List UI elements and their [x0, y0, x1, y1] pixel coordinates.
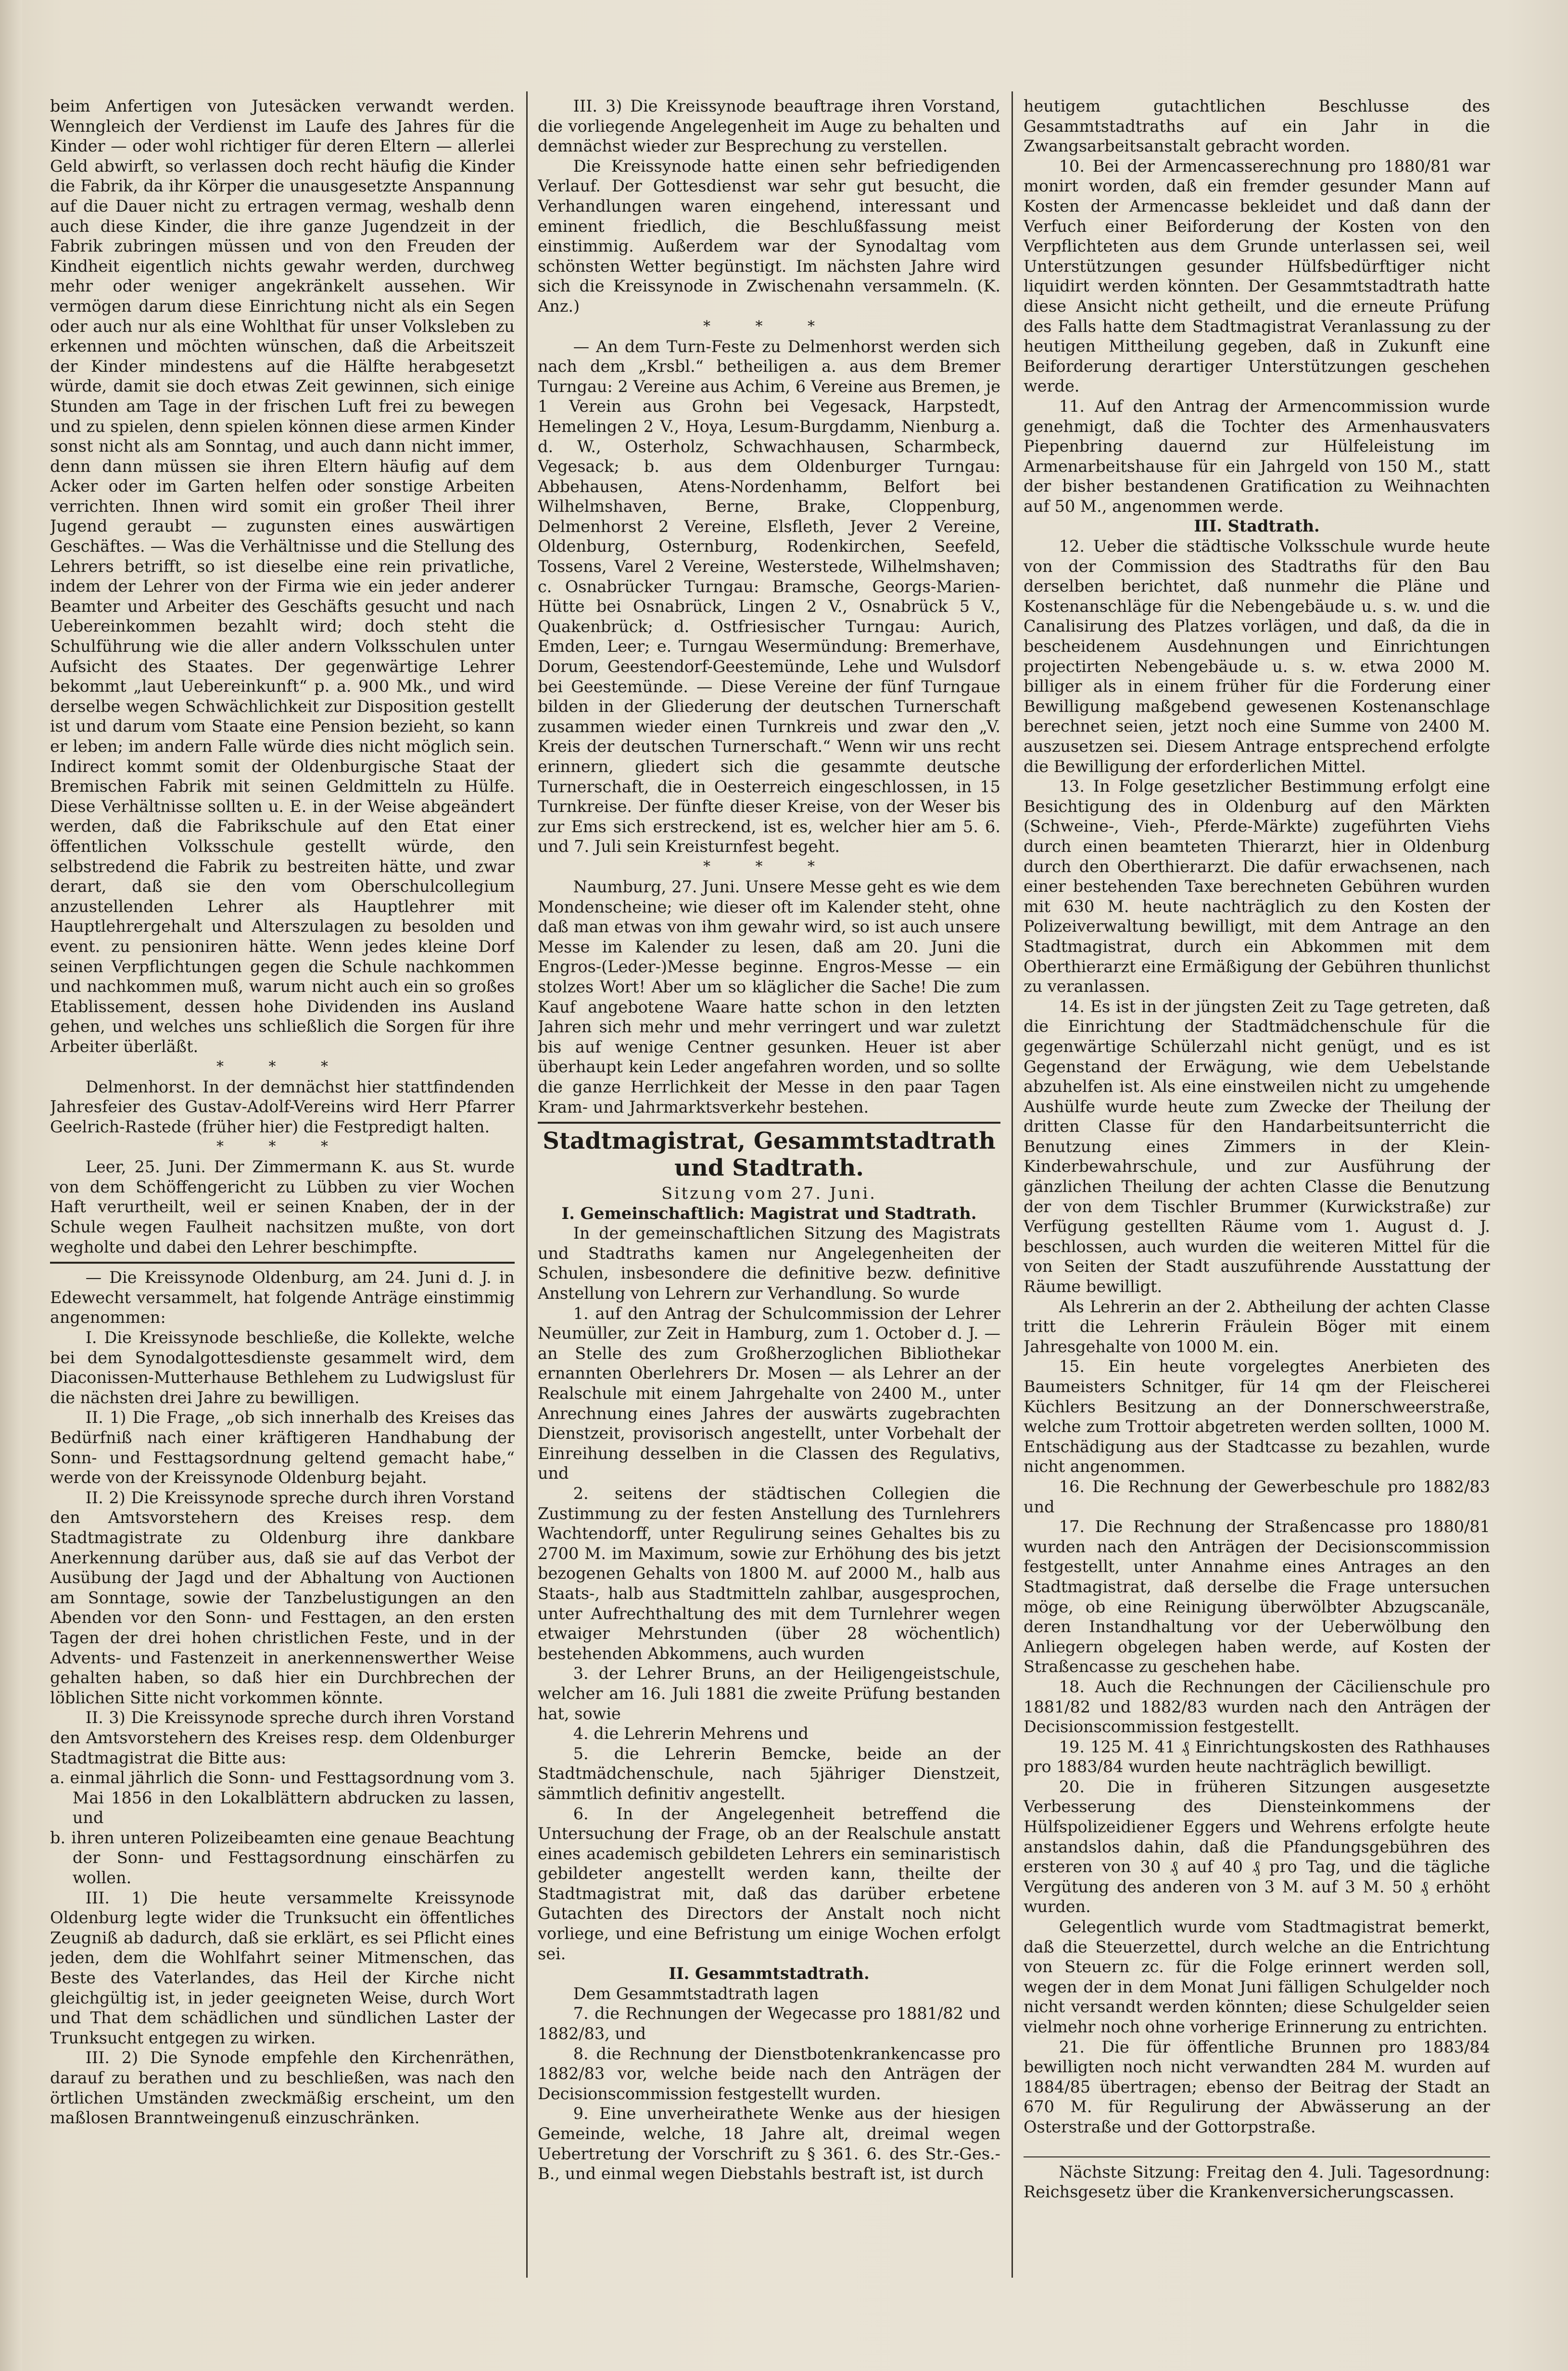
article-turnfest: — An dem Turn-Feste zu Delmenhorst werden sich nach dem „Krsbl.“ betheiligen a. aus dem Bremer Turngau: 2 Vereine aus Achim, 6 Vereine aus Bremen, je 1 Verein aus Grohn bei Vegesack, Harpstedt, Hemelingen 2 V., Hoya, Lesum-Burgdamm, Nienburg a. d. W., Osterholz, Schwachhausen, Scharmbeck, Vegesack; b. aus dem Oldenburger Turngau: Abbehausen, Atens-Nordenhamm, Belfort bei Wilhelmshaven, Berne, Brake, Cloppenburg, Delmenhorst 2 Vereine, Elsfleth, Jever 2 Vereine, Oldenburg, Osternburg, Rodenkirchen, Seefeld, Tossens, Varel 2 Vereine, Westerstede, Wilhelmshaven; c. Osnabrücker Turngau: Bramsche, Georgs-Marien-Hütte bei Osnabrück, Lingen 2 V., Osnabrück 5 V., Quakenbrück; d. Ostfriesischer Turngau: Aurich, Emden, Leer; e. Turngau Wesermündung: Bremerhave, Dorum, Geestendorf-Geestemünde, Lehe und Wulsdorf bei Geestemünde. — Diese Vereine der fünf Turngaue bilden in der Gliederung der deutschen Turnerschaft zusammen wieder einen Turnkreis und zwar den „V. Kreis der deutschen Turnerschaft.“ Wenn wir uns recht erinnern, gliedert sich die gesammte deutsche Turnerschaft, die in Oesterreich eingeschlossen, in 15 Turnkreise. Der fünfte dieser Kreise, von der Weser bis zur Ems sich erstreckend, ist es, welcher hier am 5. 6. und 7. Juli sein Kreisturnfest begeht.: [538, 337, 1000, 856]
column-rule-2: [1012, 91, 1013, 2278]
item-3: 3. der Lehrer Bruns, an der Heiligengeistschule, welcher am 16. Juli 1881 die zweite Prüfung bestanden hat, sowie: [538, 1664, 1000, 1723]
asterism: * * *: [703, 317, 835, 335]
asterism: * * *: [216, 1058, 349, 1075]
synode-antrag-1: I. Die Kreissynode beschließe, die Kollekte, welche bei dem Synodalgottesdienste gesammelt wird, dem Diaconissen-Mutterhause Bethlehem zu Ludwigslust für die nächsten drei Jahre zu bewilligen.: [50, 1328, 515, 1407]
column-2: [538, 96, 1000, 2280]
article-leer: Leer, 25. Juni. Der Zimmermann K. aus St. wurde von dem Schöffengericht zu Lübben zu vier Wochen Haft verurtheilt, weil er seinen Knaben, der in der Schule wegen Faulheit nachsitzen mußte, von dort wegholte und dabei den Lehrer beschimpfte.: [50, 1157, 515, 1256]
item-6: 6. In der Angelegenheit betreffend die Untersuchung der Frage, ob an der Realschule anstatt eines academisch gebildeten Lehrers ein seminaristisch gebildeter angestellt werden kann, theilte der Stadtmagistrat mit, daß das darüber erbetene Gutachten des Directors der Anstalt noch nicht vorliege, und eine Befristung um einige Wochen erfolgt sei.: [538, 1804, 1000, 1963]
item-21: 21. Die für öffentliche Brunnen pro 1883/84 bewilligten noch nicht verwandten 284 M. wurden auf 1884/85 übertragen; ebenso der Beitrag der Stadt an 670 M. für Regulirung der Abwässerung an der Osterstraße und der Gottorpstraße.: [1024, 2037, 1490, 2136]
article-kreissynode-intro: — Die Kreissynode Oldenburg, am 24. Juni d. J. in Edewecht versammelt, hat folgende Anträge einstimmig angenommen:: [50, 1268, 515, 1327]
item-9-cont: heutigem gutachtlichen Beschlusse des Gesammtstadtraths auf ein Jahr in die Zwangsarbeitsanstalt gebracht worden.: [1024, 97, 1490, 156]
item-20-note: Gelegentlich wurde vom Stadtmagistrat bemerkt, daß die Steuerzettel, durch welche an die Entrichtung von Steuern zc. für die Folge erinnert werden soll, wegen der in dem Monat Juni fälligen Schulgelder noch nicht versandt werden könnten; diese Schulgelder seien vielmehr noch ohne vorherige Erinnerung zu entrichten.: [1024, 1917, 1490, 2036]
item-20: 20. Die in früheren Sitzungen ausgesetzte Verbesserung des Diensteinkommens der Hülfspolizeidiener Eggers und Wehrens erfolgte heute anstandslos dahin, daß die Pfandungsgebühren des ersteren von 30 ₰ auf 40 ₰ pro Tag, und die tägliche Vergütung des anderen von 3 M. auf 3 M. 50 ₰ erhöht wurden.: [1024, 1777, 1490, 1916]
item-4: 4. die Lehrerin Mehrens und: [573, 1724, 809, 1743]
item-9: 9. Eine unverheirathete Wenke aus der hiesigen Gemeinde, welche, 18 Jahre alt, dreimal wegen Uebertretung der Vorschrift zu § 361. 6. des Str.-Ges.-B., und einmal wegen Diebstahls bestraft ist, ist durch: [538, 2104, 1000, 2183]
subsection-gemeinschaftlich: I. Gemeinschaftlich: Magistrat und Stadtrath.: [561, 1204, 977, 1223]
article-delmenhorst: Delmenhorst. In der demnächst hier stattfindenden Jahresfeier des Gustav-Adolf-Vereins wird Herr Pfarrer Geelrich-Rastede (früher hier) die Festpredigt halten.: [50, 1077, 515, 1136]
article-fabrikschule: beim Anfertigen von Jutesäcken verwandt werden. Wenngleich der Verdienst im Laufe des Jahres für die Kinder — oder wohl richtiger für deren Eltern — allerlei Geld abwirft, so verlassen doch recht häufig die Kinder die Fabrik, da ihr Körper die unausgesetzte Anspannung auf die Dauer nicht zu ertragen vermag, weshalb denn auch diese Kinder, die ihre ganze Jugendzeit in der Fabrik zubringen müssen und von den Freuden der Kindheit eigentlich nichts gewahr werden, durchweg mehr oder weniger angekränkelt aussehen. Wir vermögen darum diese Einrichtung nicht als ein Segen oder auch nur als eine Wohlthat für unser Volksleben zu erkennen und möchten wünschen, daß die Arbeitszeit der Kinder mindestens auf die Hälfte herabgesetzt würde, damit sie doch etwas Zeit gewinnen, sich einige Stunden am Tage in der frischen Luft frei zu bewegen und zu spielen, denn spielen können diese armen Kinder sonst nicht als am Sonntag, und auch dann nicht immer, denn dann müssen sie ihren Eltern häufig auf dem Acker oder im Garten helfen oder sonstige Arbeiten verrichten. Ihnen wird somit ein großer Theil ihrer Jugend geraubt — zugunsten eines auswärtigen Geschäftes. — Was die Verhältnisse und die Stellung des Lehrers betrifft, so ist dieselbe eine rein privatliche, indem der Lehrer von der Firma wie ein jeder anderer Beamter und Arbeiter des Geschäfts gesucht und nach Uebereinkommen bezahlt wird; doch steht die Schulführung wie die aller andern Volksschulen unter Aufsicht des Staates. Der gegenwärtige Lehrer bekommt „laut Uebereinkunft“ p. a. 900 Mk., und wird derselbe wegen Schwächlichkeit zur Disposition gestellt ist und darum vom Staate eine Pension bezieht, so kann er leben; im andern Falle würde dies nicht möglich sein. Indirect kommt somit der Oldenburgische Staat der Bremischen Fabrik mit seinen Geldmitteln zu Hülfe. Diese Verhältnisse sollten u. E. in der Weise abgeändert werden, daß die Fabrikschule auf den Etat einer öffentlichen Volksschule gestellt würde, den selbstredend die Fabrik zu bestreiten hätte, und zwar derart, daß sie den vom Oberschulcollegium anzustellenden Lehrer als Hauptlehrer mit Hauptlehrergehalt und Alterszulagen zu besolden und event. zu pensioniren hätte. Wenn jedes kleine Dorf seinen Verpflichtungen gegen die Schule nachkommen und nachkommen muß, warum nicht auch ein so großes Etablissement, dessen hohe Dividenden ins Ausland gehen, und welches uns schließlich die Sorgen für ihre Arbeiter überläßt.: [50, 97, 515, 1056]
item-14: 14. Es ist in der jüngsten Zeit zu Tage getreten, daß die Einrichtung der Stadtmädchenschule für die gegenwärtige Schülerzahl nicht genügt, und es ist Gegenstand der Erwägung, wie dem Uebelstande abzuhelfen ist. Als eine einstweilen nicht zu umgehende Aushülfe wurde heute zum Zwecke der Theilung der dritten Classe für den Handarbeitsunterricht die Benutzung eines Zimmers in der Klein-Kinderbewahrschule, und zur Ausführung der gänzlichen Theilung der achten Classe die Benutzung der von dem Tischler Brummer (Kurwickstraße) zur Verfügung gestellten Räume vom 1. August d. J. beschlossen, auch wurden die weiteren Mittel für die von Seiten der Stadt auszuführende Ausstattung der Räume bewilligt.: [1024, 997, 1490, 1296]
binding-shadow: [0, 0, 22, 2371]
synode-antrag-2-3-b: b. ihren unteren Polizeibeamten eine genaue Beachtung der Sonn- und Festtagsordnung einschärfen zu wollen.: [50, 1828, 515, 1888]
synode-antrag-2-1: II. 1) Die Frage, „ob sich innerhalb des Kreises das Bedürfniß nach einer kräftigeren Handhabung der Sonn- und Festtagsordnung geltend gemacht habe,“ werde von der Kreissynode Oldenburg bejaht.: [50, 1408, 515, 1487]
item-5: 5. die Lehrerin Bemcke, beide an der Stadtmädchenschule, nach 5jähriger Dienstzeit, sämmtlich definitiv angestellt.: [538, 1744, 1000, 1803]
synode-antrag-3-1: III. 1) Die heute versammelte Kreissynode Oldenburg legte wider die Trunksucht ein öffentliches Zeugniß ab dadurch, daß sie erklärt, es sei Pflicht eines jeden, dem die Wohlfahrt seiner Mitmenschen, das Beste des Vaterlandes, das Heil der Kirche nicht gleichgültig ist, in jeder geeigneten Weise, durch Wort und That dem schädlichen und sündlichen Laster der Trunksucht entgegen zu wirken.: [50, 1888, 515, 2047]
item-16: 16. Die Rechnung der Gewerbeschule pro 1882/83 und: [1024, 1477, 1490, 1516]
item-11: 11. Auf den Antrag der Armencommission wurde genehmigt, daß die Tochter des Armenhausvaters Piepenbring dauernd zur Hülfeleistung im Armenarbeitshause für ein Jahrgeld von 150 M., statt der bisher bestandenen Gratification zu Weihnachten auf 50 M., angenommen werde.: [1024, 396, 1490, 516]
closing-rule: [1024, 2156, 1490, 2157]
item-17: 17. Die Rechnung der Straßencasse pro 1880/81 wurden nach den Anträgen der Decisionscommission festgestellt, unter Annahme eines Antrages an den Stadtmagistrat, daß derselbe die Frage untersuchen möge, ob eine Reinigung überwölbter Abzugscanäle, deren Instandhaltung vor der Ueberwölbung den Anliegern obgelegen haben werde, auf Kosten der Straßencasse zu geschehen habe.: [1024, 1517, 1490, 1676]
section-headline-stadtmagistrat: Stadtmagistrat, Gesammtstadtrath und Stadtrath.: [543, 1128, 996, 1182]
subsection-gesammtstadtrath: II. Gesammtstadtrath.: [669, 1964, 870, 1983]
section-rule: [50, 1262, 515, 1264]
synode-antrag-3-2: III. 2) Die Synode empfehle den Kirchenräthen, darauf zu berathen und zu beschließen, was nach den örtlichen Umständen zweckmäßig erscheint, um den maßlosen Branntweingenuß einzuschränken.: [50, 2048, 515, 2128]
item-12: 12. Ueber die städtische Volksschule wurde heute von der Commission des Stadtraths für den Bau derselben berichtet, daß nunmehr die Pläne und Kostenanschläge für die Nebengebäude u. s. w. und die Canalisirung des Platzes vorlägen, und daß, da die in bescheidenem Ausdehnungen und Einrichtungen projectirten Nebengebäude u. s. w. etwa 2000 M. billiger als in einem früher für die Forderung einer Bewilligung maßgebend gewesenen Kostenanschlage berechnet seien, jetzt noch eine Summe von 2400 M. auszusetzen sei. Diesem Antrage entsprechend erfolgte die Bewilligung der erforderlichen Mittel.: [1024, 537, 1490, 776]
synode-antrag-2-2: II. 2) Die Kreissynode spreche durch ihren Vorstand den Amtsvorstehern des Kreises resp. dem Stadtmagistrate zu Oldenburg ihre dankbare Anerkennung darüber aus, daß sie auf das Verbot der Ausübung der Jagd und der Abhaltung von Auctionen am Sonntage, sowie der Tanzbelustigungen an den Abenden vor den Sonn- und Festtagen, an den ersten Tagen der drei hohen christlichen Feste, und in der Advents- und Fastenzeit in anerkennenswerther Weise gehalten haben, so daß hier ein Durchbrechen der löblichen Sitte nicht vorkommen könnte.: [50, 1488, 515, 1707]
sitzung-date: Sitzung vom 27. Juni.: [661, 1184, 877, 1203]
asterism: * * *: [703, 858, 835, 875]
gesammtstadtrath-intro: Dem Gesammtstadtrath lagen: [573, 1984, 819, 2003]
item-19: 19. 125 M. 41 ₰ Einrichtungskosten des Rathhauses pro 1883/84 wurden heute nachträglich bewilligt.: [1024, 1737, 1490, 1776]
item-8: 8. die Rechnung der Dienstbotenkrankencasse pro 1882/83 vor, welche beide nach den Anträgen der Decisionscommission festgestellt wurden.: [538, 2044, 1000, 2103]
item-7: 7. die Rechnungen der Wegecasse pro 1881/82 und 1882/83, und: [538, 2004, 1000, 2043]
column-3: [1024, 96, 1490, 2280]
item-14-lehrerin: Als Lehrerin an der 2. Abtheilung der achten Classe tritt die Lehrerin Fräulein Böger mit einem Jahresgehalte von 1000 M. ein.: [1024, 1297, 1490, 1356]
item-2: 2. seitens der städtischen Collegien die Zustimmung zu der festen Anstellung des Turnlehrers Wachtendorff, unter Regulirung seines Gehaltes bis zu 2700 M. im Maximum, sowie zur Erhöhung des bis jetzt bezogenen Gehalts von 1800 M. auf 2000 M., halb aus Staats-, halb aus Stadtmitteln zahlbar, ausgesprochen, unter Aufrechthaltung des mit dem Turnlehrer wegen etwaiger Mehrstunden (über 28 wöchentlich) bestehenden Abkommens, auch wurden: [538, 1484, 1000, 1663]
subsection-stadtrath: III. Stadtrath.: [1194, 517, 1320, 536]
item-13: 13. In Folge gesetzlicher Bestimmung erfolgt eine Besichtigung des in Oldenburg auf den Märkten (Schweine-, Vieh-, Pferde-Märkte) zugeführten Viehs durch einen beamteten Thierarzt, hier in Oldenburg durch den Oberthierarzt. Die dafür erwachsenen, nach einer bestehenden Taxe berechneten Gebühren wurden mit 630 M. heute nachträglich zu den Kosten der Polizeiverwaltung bewilligt, mit dem Antrage an den Stadtmagistrat, durch ein Abkommen mit dem Oberthierarzt eine Ermäßigung der Gebühren thunlichst zu veranlassen.: [1024, 777, 1490, 996]
sitzung-intro: In der gemeinschaftlichen Sitzung des Magistrats und Stadtraths kamen nur Angelegenheiten der Schulen, insbesondere die definitive bezw. definitive Anstellung von Lehrern zur Verhandlung. So wurde: [538, 1224, 1000, 1303]
item-10: 10. Bei der Armencasserechnung pro 1880/81 war monirt worden, daß ein fremder gesunder Mann auf Kosten der Armencasse bekleidet und daß dann der Verfuch einer Beiforderung der Kosten von den Verpflichteten aus dem Grunde unterlassen sei, weil Unterstützungen gesunder Hülfsbedürftiger nicht liquidirt werden könnten. Der Gesammtstadtrath hatte diese Ansicht nicht getheilt, und die erneute Prüfung des Falls hatte dem Stadtmagistrat Veranlassung zu der heutigen Mittheilung gegeben, daß in Zukunft eine Beiforderung derartiger Unterstützungen geschehen werde.: [1024, 156, 1490, 396]
item-18: 18. Auch die Rechnungen der Cäcilienschule pro 1881/82 und 1882/83 wurden nach den Anträgen der Decisionscommission festgestellt.: [1024, 1677, 1490, 1737]
column-1: [50, 96, 515, 2280]
synode-antrag-2-3-a: a. einmal jährlich die Sonn- und Festtagsordnung vom 3. Mai 1856 in den Lokalblättern abdrucken zu lassen, und: [50, 1768, 515, 1827]
article-naumburg: Naumburg, 27. Juni. Unsere Messe geht es wie dem Mondenscheine; wie dieser oft im Kalender steht, ohne daß man etwas von ihm gewahr wird, so ist auch unsere Messe im Kalender zu lesen, daß am 20. Juni die Engros-(Leder-)Messe beginne. Engros-Messe — ein stolzes Wort! Aber um so kläglicher die Sache! Die zum Kauf angebotene Waare hatte schon in den letzten Jahren sich mehr und mehr verringert und war zuletzt bis auf wenige Centner gesunken. Heuer ist aber überhaupt kein Leder angefahren worden, und so sollte die ganze Herrlichkeit der Messe in den paar Tagen Kram- und Jahrmarktsverkehr bestehen.: [538, 877, 1000, 1116]
column-rule-1: [526, 91, 528, 2278]
synode-antrag-2-3: II. 3) Die Kreissynode spreche durch ihren Vorstand den Amtsvorstehern des Kreises resp. dem Oldenburger Stadtmagistrat die Bitte aus:: [50, 1708, 515, 1767]
item-1: 1. auf den Antrag der Schulcommission der Lehrer Neumüller, zur Zeit in Hamburg, zum 1. October d. J. — an Stelle des zum Großherzoglichen Bibliothekar ernannten Oberlehrers Dr. Mosen — als Lehrer an der Realschule mit einem Jahrgehalte von 2400 M., unter Anrechnung eines Jahres der auswärts zugebrachten Dienstzeit, provisorisch angestellt, unter Vorbehalt der Einreihung desselben in die Classen des Regulativs, und: [538, 1304, 1000, 1483]
synode-antrag-3-3: III. 3) Die Kreissynode beauftrage ihren Vorstand, die vorliegende Angelegenheit im Auge zu behalten und demnächst wieder zur Besprechung zu verstellen.: [538, 97, 1000, 156]
asterism: * * *: [216, 1138, 349, 1155]
item-15: 15. Ein heute vorgelegtes Anerbieten des Baumeisters Schnitger, für 14 qm der Fleischerei Küchlers Besitzung an der Donnerschweerstraße, welche zum Trottoir abgetreten werden sollten, 1000 M. Entschädigung aus der Stadtcasse zu bezahlen, wurde nicht angenommen.: [1024, 1357, 1490, 1476]
section-rule: [538, 1122, 1000, 1124]
synode-verlauf: Die Kreissynode hatte einen sehr befriedigenden Verlauf. Der Gottesdienst war sehr gut besucht, die Verhandlungen waren eingehend, interessant und eminent friedlich, die Beschlußfassung meist einstimmig. Außerdem war der Synodaltag vom schönsten Wetter begünstigt. Im nächsten Jahre wird sich die Kreissynode in Zwischenahn versammeln. (K. Anz.): [538, 156, 1000, 316]
next-session: Nächste Sitzung: Freitag den 4. Juli. Tagesordnung: Reichsgesetz über die Krankenversicherungscassen.: [1024, 2162, 1490, 2202]
